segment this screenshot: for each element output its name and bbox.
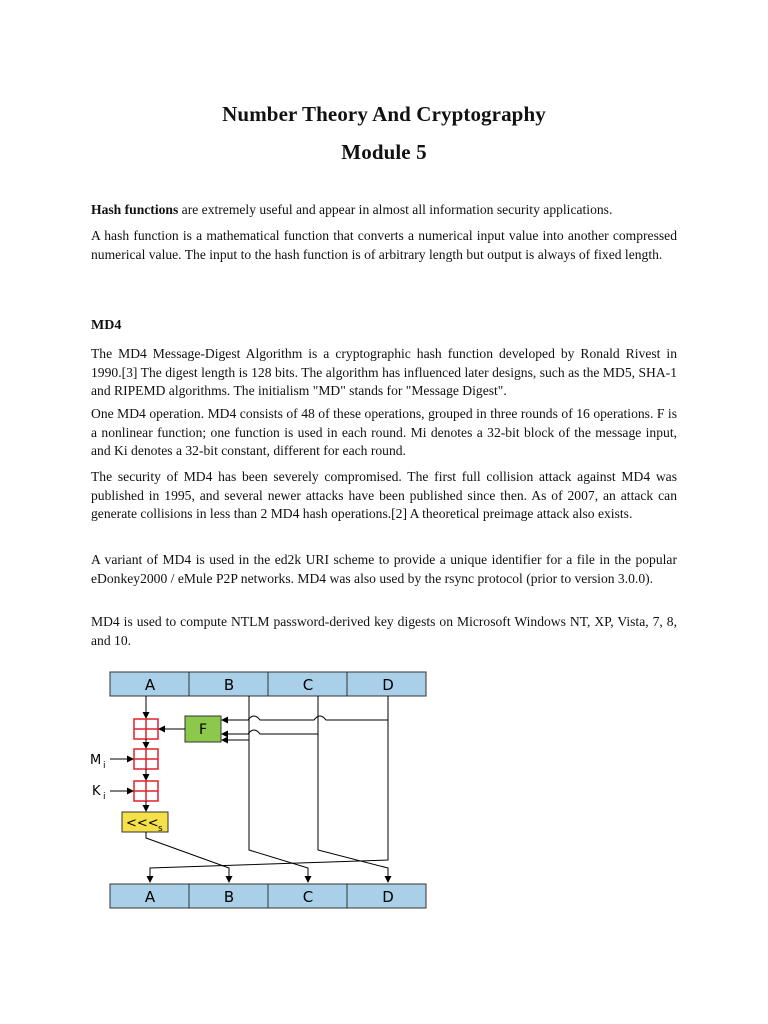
shift-subscript: s [158,824,163,834]
line-d-to-bottom-a [150,720,388,882]
adder-1 [134,719,158,739]
top-register-row [110,672,426,696]
top-register-b: B [223,676,235,694]
line-c-to-f [222,696,318,734]
section-heading-md4: MD4 [91,318,122,333]
definition-paragraph: A hash function is a mathematical function that converts a numerical input value into another compressed numerical value. The input to the hash function is of arbitrary length but output is always of fixed length. [91,228,677,262]
paragraph-md4-operation: One MD4 operation. MD4 consists of 48 of these operations, grouped in three rounds of 16 operations. F is a nonlinear function; one function is used in each round. Mi denotes a 32-bit block of the message input, and Ki denotes a 32-bit constant, different for each round. [91,406,677,459]
constant-subscript: i [103,792,106,802]
top-register-d: D [382,676,394,694]
bottom-register-row [110,884,426,908]
md4-operation-diagram [86,664,436,914]
constant-label: K [92,784,101,799]
intro-lead-rest: are extremely useful and appear in almost all information security applications. [178,202,613,217]
top-register-c: C [302,676,314,694]
function-f-label: F [198,722,208,738]
intro-paragraph [91,201,677,220]
document-title: Number Theory And Cryptography [222,102,546,126]
paragraph-md4-intro: The MD4 Message-Digest Algorithm is a cryptographic hash function developed by Ronald Rivest in 1990.[3] The digest length is 128 bits. The algorithm has influenced later designs, such as the MD5, SHA-1 and RIPEMD algorithms. The initialism "MD" stands for "Message Digest". [91,346,677,399]
intro-lead-bold: Hash functions [91,202,179,217]
line-c-to-bottom-d [318,734,388,882]
document-subtitle: Module 5 [341,140,427,164]
message-input-label [90,753,106,771]
paragraph-md4-ntlm: MD4 is used to compute NTLM password-derived key digests on Microsoft Windows NT, XP, Vista, 7, 8, and 10. [91,614,677,648]
bottom-register-d: D [382,888,394,906]
line-a-to-bottom-b [146,832,229,882]
bottom-register-c: C [302,888,314,906]
bottom-register-b: B [223,888,235,906]
paragraph-md4-security: The security of MD4 has been severely compromised. The first full collision attack against MD4 was published in 1995, and several newer attacks have been published since then. As of 2007, an attack can generate collisions in less than 2 MD4 hash operations.[2] A theoretical preimage attack also exists. [91,469,677,522]
line-b-to-f [222,696,249,740]
function-f-box [185,716,221,742]
line-b-to-bottom-c [249,740,308,882]
adder-2 [134,749,158,769]
shift-label: <<< [126,816,159,831]
bottom-register-a: A [144,888,156,906]
constant-input-label [92,784,106,802]
adder-3 [134,781,158,801]
shift-box [122,812,168,834]
message-label: M [90,753,102,768]
message-subscript: i [103,761,106,771]
line-d-to-f [222,696,388,720]
paragraph-md4-variant: A variant of MD4 is used in the ed2k URI scheme to provide a unique identifier for a file in the popular eDonkey2000 / eMule P2P networks. MD4 was also used by the rsync protocol (prior to version 3.0.0). [91,552,677,586]
top-register-a: A [144,676,156,694]
